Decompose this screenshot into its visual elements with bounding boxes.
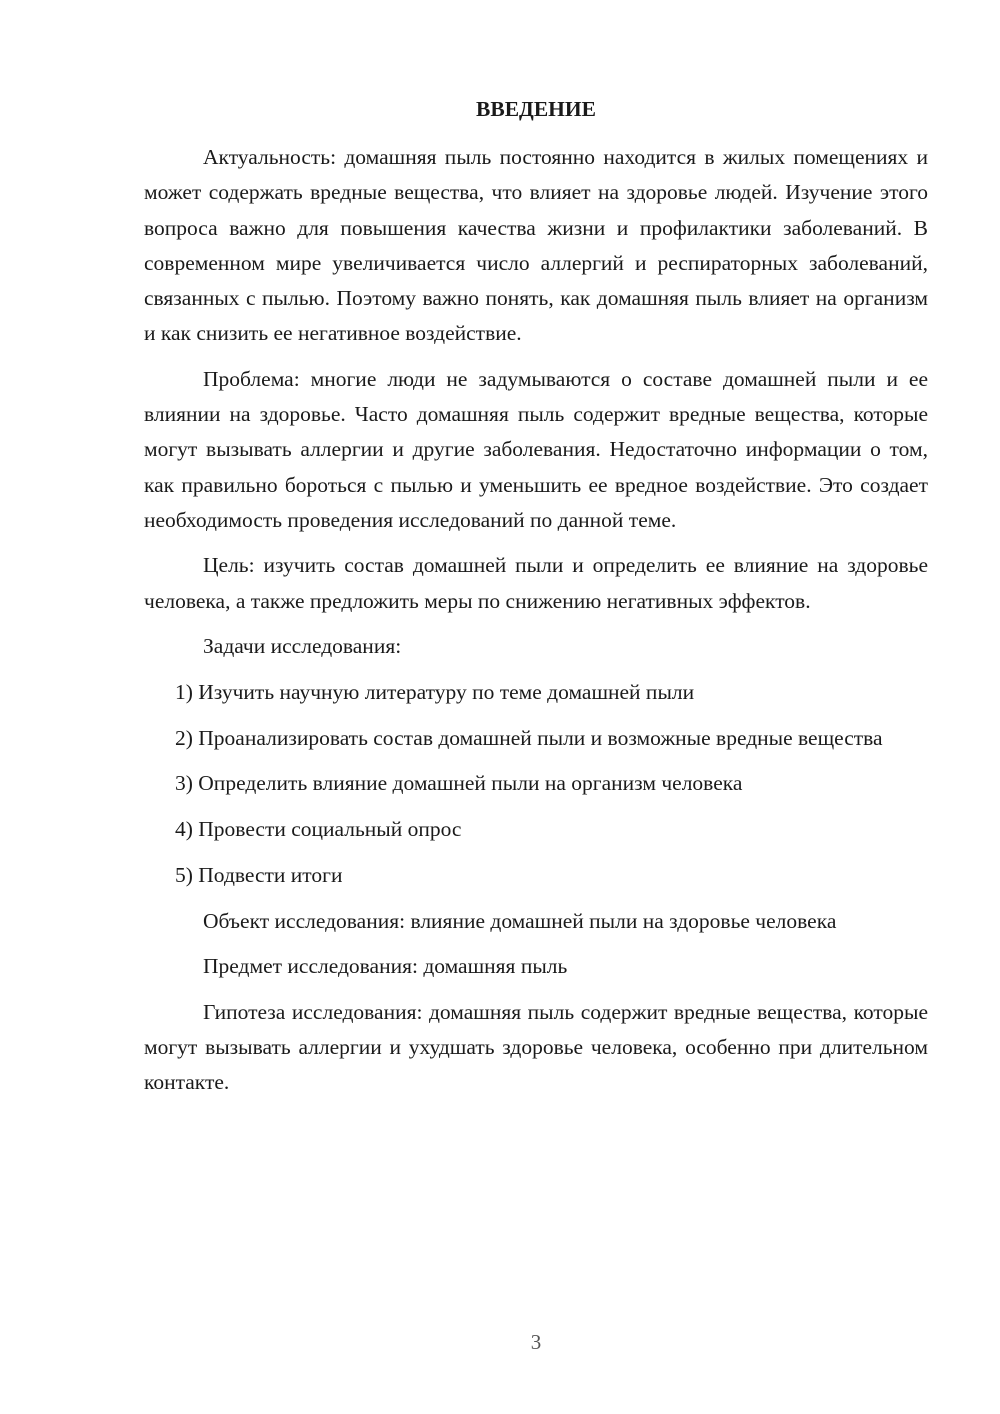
task-item-1: 1) Изучить научную литературу по теме домашней пыли xyxy=(175,680,695,705)
page-number: 3 xyxy=(530,1330,542,1354)
hypothesis-paragraph: Гипотеза исследования: домашняя пыль содержит вредные вещества, которые могут вызывать аллергии и ухудшать здоровье человека, особенно при длительном контакте. xyxy=(144,999,928,1095)
task-item-2: 2) Проанализировать состав домашней пыли и возможные вредные вещества xyxy=(175,725,883,750)
task-item-5: 5) Подвести итоги xyxy=(175,862,343,887)
relevance-paragraph: Актуальность: домашняя пыль постоянно находится в жилых помещениях и может содержать вредные вещества, что влияет на здоровье людей. Изучение этого вопроса важно для повышения качества жизни и профилактики заболеваний. В современном мире увеличивается число аллергий и респираторных заболеваний, связанных с пылью. Поэтому важно понять, как домашняя пыль влияет на организм и как снизить ее негативное воздействие. xyxy=(144,145,928,346)
page-content xyxy=(144,92,928,1111)
task-item-3: 3) Определить влияние домашней пыли на организм человека xyxy=(175,771,743,796)
subject-paragraph: Предмет исследования: домашняя пыль xyxy=(203,954,568,979)
problem-paragraph: Проблема: многие люди не задумываются о составе домашней пыли и ее влиянии на здоровье. Часто домашняя пыль содержит вредные вещества, которые могут вызывать аллергии и другие заболевания. Недостаточно информации о том, как правильно бороться с пылью и уменьшить ее вредное воздействие. Это создает необходимость проведения исследований по данной теме. xyxy=(144,366,928,532)
task-item-4: 4) Провести социальный опрос xyxy=(175,817,462,842)
object-paragraph: Объект исследования: влияние домашней пыли на здоровье человека xyxy=(203,908,837,933)
tasks-heading: Задачи исследования: xyxy=(203,634,402,659)
goal-paragraph: Цель: изучить состав домашней пыли и определить ее влияние на здоровье человека, а также предложить меры по снижению негативных эффектов. xyxy=(144,553,928,613)
section-title: ВВЕДЕНИЕ xyxy=(476,97,596,121)
